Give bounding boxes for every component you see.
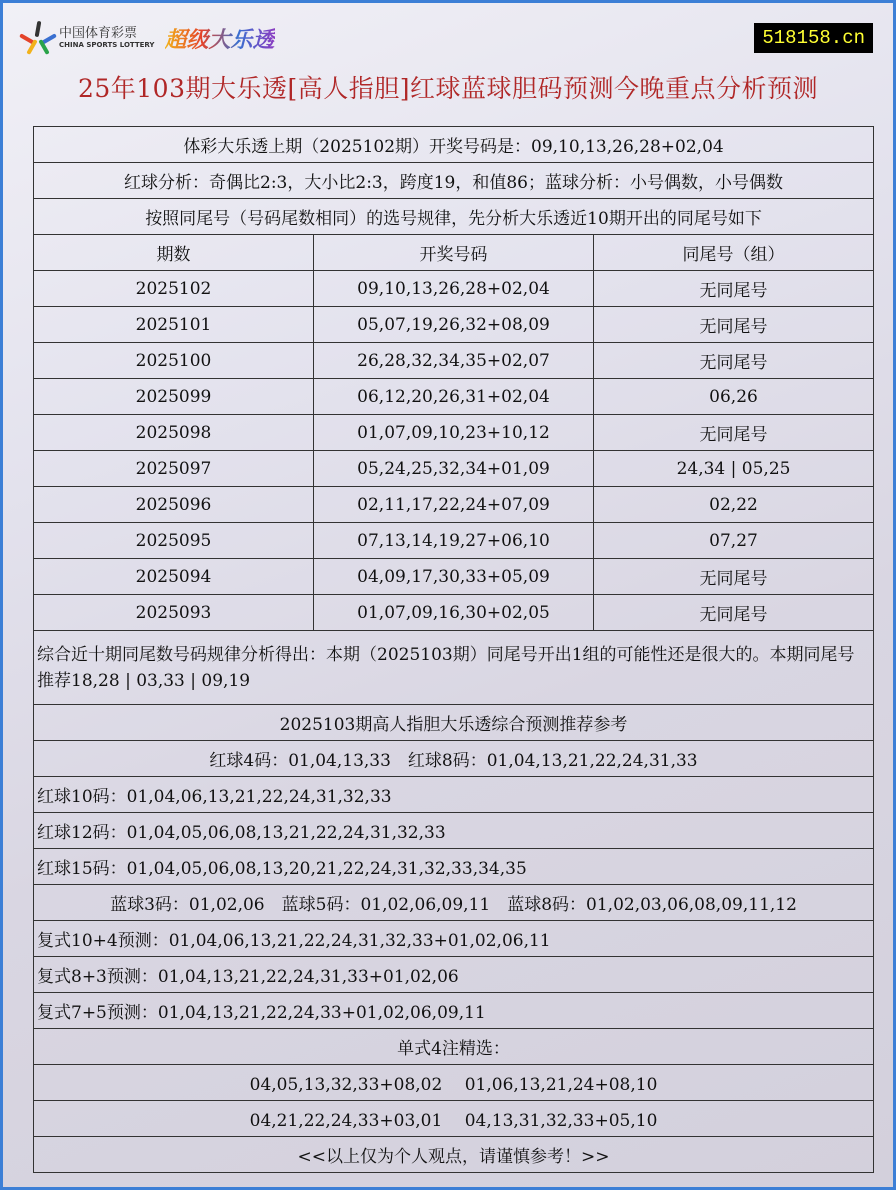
lottery-star-icon [21,21,55,55]
issue-cell: 2025099 [34,379,314,415]
issue-cell: 2025096 [34,487,314,523]
numbers-cell: 07,13,14,19,27+06,10 [314,523,594,559]
table-row [34,271,874,307]
draw-analysis: 红球分析：奇偶比2:3，大小比2:3，跨度19，和值86；蓝球分析：小号偶数，小号偶数 [34,163,874,199]
same-tail-cell: 无同尾号 [594,307,874,343]
site-badge[interactable]: 518158.cn [754,23,873,53]
issue-cell: 2025102 [34,271,314,307]
red-4-8: 红球4码：01,04,13,33 红球8码：01,04,13,21,22,24,31,33 [34,741,874,777]
page-title: 25年103期大乐透[高人指胆]红球蓝球胆码预测今晚重点分析预测 [77,74,819,103]
numbers-cell: 02,11,17,22,24+07,09 [314,487,594,523]
table-header-row [34,235,874,271]
issue-cell: 2025094 [34,559,314,595]
single-picks-1: 04,05,13,32,33+08,02 01,06,13,21,24+08,10 [34,1065,874,1101]
table-row [34,379,874,415]
same-tail-cell: 24,34 | 05,25 [594,451,874,487]
table-row [34,595,874,631]
lottery-logo [21,21,275,55]
header-numbers: 开奖号码 [314,235,594,271]
same-tail-cell: 02,22 [594,487,874,523]
red-10: 红球10码：01,04,06,13,21,22,24,31,32,33 [34,777,874,813]
same-tail-cell: 无同尾号 [594,595,874,631]
same-tail-cell: 无同尾号 [594,559,874,595]
table-row [34,343,874,379]
table-row [34,451,874,487]
logo-cn-text: 中国体育彩票 [59,26,138,41]
logo-en-text: CHINA SPORTS LOTTERY [59,41,155,49]
header-same-tail: 同尾号（组） [594,235,874,271]
issue-cell: 2025097 [34,451,314,487]
numbers-cell: 26,28,32,34,35+02,07 [314,343,594,379]
fushi-7-5: 复式7+5预测：01,04,13,21,22,24,33+01,02,06,09,11 [34,993,874,1029]
single-picks-2: 04,21,22,24,33+03,01 04,13,31,32,33+05,10 [34,1101,874,1137]
numbers-cell: 04,09,17,30,33+05,09 [314,559,594,595]
table-row [34,559,874,595]
issue-cell: 2025095 [34,523,314,559]
same-tail-cell: 06,26 [594,379,874,415]
numbers-cell: 05,24,25,32,34+01,09 [314,451,594,487]
issue-cell: 2025093 [34,595,314,631]
table-row [34,487,874,523]
numbers-cell: 01,07,09,10,23+10,12 [314,415,594,451]
same-tail-cell: 无同尾号 [594,271,874,307]
header-issue: 期数 [34,235,314,271]
conclusion-text: 综合近十期同尾数号码规律分析得出：本期（2025103期）同尾号开出1组的可能性还是很大的。本期同尾号推荐18,28 | 03,33 | 09,19 [34,631,874,705]
single-heading: 单式4注精选： [34,1029,874,1065]
intro-text: 按照同尾号（号码尾数相同）的选号规律，先分析大乐透近10期开出的同尾号如下 [34,199,874,235]
fushi-8-3: 复式8+3预测：01,04,13,21,22,24,31,33+01,02,06 [34,957,874,993]
issue-cell: 2025101 [34,307,314,343]
fushi-10-4: 复式10+4预测：01,04,06,13,21,22,24,31,32,33+01,02,06,11 [34,921,874,957]
numbers-cell: 09,10,13,26,28+02,04 [314,271,594,307]
prediction-heading: 2025103期高人指胆大乐透综合预测推荐参考 [34,705,874,741]
issue-cell: 2025100 [34,343,314,379]
table-row [34,307,874,343]
blue-picks: 蓝球3码：01,02,06 蓝球5码：01,02,06,09,11 蓝球8码：01,02,03,06,08,09,11,12 [34,885,874,921]
same-tail-cell: 07,27 [594,523,874,559]
numbers-cell: 06,12,20,26,31+02,04 [314,379,594,415]
last-draw: 体彩大乐透上期（2025102期）开奖号码是：09,10,13,26,28+02,04 [34,127,874,163]
logo-game-text: 超级大乐透 [165,23,275,54]
table-row [34,523,874,559]
disclaimer: <<以上仅为个人观点，请谨慎参考！>> [34,1137,874,1173]
red-12: 红球12码：01,04,05,06,08,13,21,22,24,31,32,33 [34,813,874,849]
prediction-table [33,126,874,1173]
red-15: 红球15码：01,04,05,06,08,13,20,21,22,24,31,32,33,34,35 [34,849,874,885]
issue-cell: 2025098 [34,415,314,451]
numbers-cell: 01,07,09,16,30+02,05 [314,595,594,631]
same-tail-cell: 无同尾号 [594,415,874,451]
same-tail-cell: 无同尾号 [594,343,874,379]
numbers-cell: 05,07,19,26,32+08,09 [314,307,594,343]
table-row [34,415,874,451]
